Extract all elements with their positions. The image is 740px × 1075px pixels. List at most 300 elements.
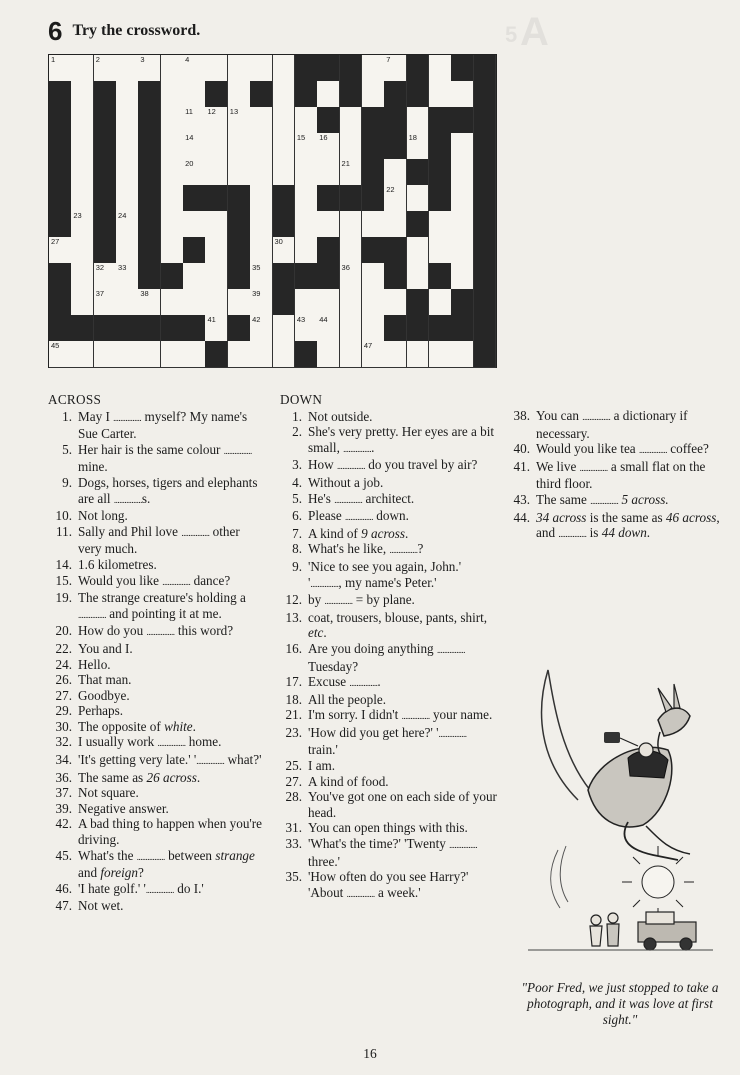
clue-text: Not outside. <box>308 408 373 424</box>
grid-cell[interactable] <box>250 263 273 290</box>
grid-cell[interactable] <box>451 185 474 212</box>
grid-cell[interactable] <box>183 263 206 290</box>
grid-cell-black <box>429 185 452 212</box>
grid-cell[interactable] <box>94 263 117 290</box>
grid-cell-black <box>94 237 117 264</box>
cell-number: 36 <box>341 263 350 272</box>
clue-number: 20. <box>55 623 72 639</box>
grid-cell[interactable] <box>451 341 474 368</box>
grid-cell[interactable] <box>205 55 228 82</box>
clue-number: 31. <box>285 820 302 836</box>
grid-cell-black <box>49 107 72 134</box>
cell-number: 3 <box>140 55 145 64</box>
clue-text: We live ................ a small flat on the third floor. <box>536 458 706 492</box>
clue-number: 6. <box>292 508 302 524</box>
grid-cell[interactable] <box>273 107 296 134</box>
grid-cell[interactable] <box>362 289 385 316</box>
grid-cell[interactable] <box>429 211 452 238</box>
man-head <box>639 743 653 757</box>
grid-cell[interactable] <box>205 133 228 160</box>
grid-cell-black <box>340 55 363 82</box>
grid-cell[interactable] <box>429 289 452 316</box>
grid-cell[interactable] <box>250 211 273 238</box>
clue-text: Would you like ................ dance? <box>78 572 231 588</box>
grid-cell[interactable] <box>71 263 94 290</box>
grid-cell[interactable] <box>407 107 430 134</box>
grid-cell-black <box>295 341 318 368</box>
grid-cell[interactable] <box>228 133 251 160</box>
grid-cell[interactable] <box>183 133 206 160</box>
grid-cell-black <box>407 211 430 238</box>
grid-cell[interactable] <box>317 211 340 238</box>
grid-cell-black <box>384 263 407 290</box>
grid-cell-black <box>429 315 452 342</box>
grid-cell-black <box>205 81 228 108</box>
grid-cell[interactable] <box>183 159 206 186</box>
grid-cell[interactable] <box>161 159 184 186</box>
grid-cell-black <box>183 237 206 264</box>
grid-cell[interactable] <box>116 55 139 82</box>
clue-text: Without a job. <box>308 474 384 490</box>
grid-cell[interactable] <box>451 81 474 108</box>
clue-text: You can open things with this. <box>308 820 468 836</box>
grid-cell-black <box>429 133 452 160</box>
kangaroo-ear <box>658 688 672 712</box>
camera-strap <box>620 738 638 746</box>
clue-item <box>48 590 264 623</box>
clue-item <box>280 836 498 869</box>
grid-cell-black <box>474 55 497 82</box>
grid-cell[interactable] <box>205 237 228 264</box>
grid-cell-black <box>49 81 72 108</box>
grid-cell[interactable] <box>94 289 117 316</box>
grid-cell-black <box>273 263 296 290</box>
grid-cell-black <box>429 159 452 186</box>
grid-cell[interactable] <box>273 81 296 108</box>
clue-item <box>48 508 264 524</box>
grid-cell[interactable] <box>429 237 452 264</box>
grid-cell[interactable] <box>228 159 251 186</box>
grid-cell[interactable] <box>116 263 139 290</box>
answer-blank: ................ <box>78 609 106 620</box>
grid-cell[interactable] <box>71 55 94 82</box>
grid-cell-black <box>138 263 161 290</box>
clue-number: 8. <box>292 541 302 557</box>
grid-cell[interactable] <box>183 211 206 238</box>
kangaroo-ear <box>674 684 680 708</box>
clue-text: A bad thing to happen when you're driving. <box>78 816 263 848</box>
grid-cell[interactable] <box>362 263 385 290</box>
grid-cell[interactable] <box>250 315 273 342</box>
grid-cell[interactable] <box>317 289 340 316</box>
across-clues-column <box>48 392 264 914</box>
clue-number: 46. <box>55 880 72 896</box>
cell-number: 14 <box>185 133 194 142</box>
clue-number: 9. <box>292 558 302 574</box>
clue-item <box>280 491 498 509</box>
grid-cell[interactable] <box>116 211 139 238</box>
grid-cell[interactable] <box>407 263 430 290</box>
grid-cell[interactable] <box>161 55 184 82</box>
clue-item <box>48 409 264 442</box>
grid-cell[interactable] <box>116 341 139 368</box>
clue-text: Excuse ................. <box>308 674 381 690</box>
cell-number: 24 <box>118 211 127 220</box>
grid-cell-black <box>94 159 117 186</box>
grid-cell-black <box>94 81 117 108</box>
grid-cell[interactable] <box>362 211 385 238</box>
clue-text: She's very pretty. Her eyes are a bit small, ................. <box>308 424 495 455</box>
grid-cell[interactable] <box>340 263 363 290</box>
grid-cell[interactable] <box>384 289 407 316</box>
grid-cell[interactable] <box>340 289 363 316</box>
grid-cell[interactable] <box>205 159 228 186</box>
grid-cell[interactable] <box>250 341 273 368</box>
clue-number: 3. <box>292 457 302 473</box>
grid-cell[interactable] <box>429 81 452 108</box>
grid-cell[interactable] <box>340 211 363 238</box>
grid-cell[interactable] <box>228 81 251 108</box>
grid-cell[interactable] <box>317 133 340 160</box>
clue-item <box>280 641 498 674</box>
grid-cell-black <box>340 81 363 108</box>
clue-item <box>48 573 264 591</box>
clue-item <box>508 492 720 510</box>
grid-cell[interactable] <box>71 185 94 212</box>
clue-number: 32. <box>55 734 72 750</box>
grid-cell[interactable] <box>340 341 363 368</box>
grid-cell[interactable] <box>228 341 251 368</box>
grid-cell[interactable] <box>71 81 94 108</box>
grid-cell[interactable] <box>273 315 296 342</box>
clue-text: 'What's the time?' 'Twenty ................ three.' <box>308 836 478 869</box>
grid-cell[interactable] <box>250 55 273 82</box>
grid-cell[interactable] <box>317 159 340 186</box>
grid-cell[interactable] <box>205 211 228 238</box>
grid-cell-black <box>94 185 117 212</box>
answer-blank: ................ <box>343 443 372 454</box>
clue-text: The opposite of white. <box>78 718 196 734</box>
answer-blank: ................ <box>389 545 418 556</box>
grid-cell[interactable] <box>71 133 94 160</box>
grid-cell-black <box>474 81 497 108</box>
clue-number: 33. <box>285 836 302 852</box>
grid-cell[interactable] <box>340 237 363 264</box>
grid-cell[interactable] <box>340 107 363 134</box>
clue-item <box>280 774 498 790</box>
clue-number: 21. <box>285 707 302 723</box>
grid-cell[interactable] <box>116 289 139 316</box>
exercise-header <box>48 18 200 44</box>
grid-cell[interactable] <box>273 55 296 82</box>
grid-cell[interactable] <box>205 315 228 342</box>
grid-cell[interactable] <box>429 341 452 368</box>
grid-cell-black <box>295 55 318 82</box>
grid-cell[interactable] <box>161 289 184 316</box>
grid-cell[interactable] <box>116 81 139 108</box>
grid-cell-black <box>362 159 385 186</box>
clue-text: Sally and Phil love ................ other very much. <box>78 523 240 557</box>
grid-cell[interactable] <box>49 55 72 82</box>
exercise-number: 6 <box>48 16 63 46</box>
clue-text: 1.6 kilometres. <box>78 556 157 572</box>
grid-cell[interactable] <box>71 289 94 316</box>
answer-blank: ................ <box>145 884 174 895</box>
grid-cell[interactable] <box>362 81 385 108</box>
grid-cell[interactable] <box>138 341 161 368</box>
grid-cell[interactable] <box>295 185 318 212</box>
page-number: 16 <box>363 1046 377 1061</box>
down-clues-continued-column <box>508 408 720 543</box>
bleed-through-number: 5 <box>505 22 518 47</box>
clue-text: The strange creature's holding a ................ and pointing it at me. <box>78 590 246 621</box>
grid-cell[interactable] <box>407 133 430 160</box>
grid-cell-black <box>317 185 340 212</box>
answer-blank: ................ <box>324 596 353 607</box>
clue-text: Please ................ down. <box>308 508 409 524</box>
grid-cell[interactable] <box>183 55 206 82</box>
grid-cell[interactable] <box>295 159 318 186</box>
grid-cell[interactable] <box>295 315 318 342</box>
grid-cell[interactable] <box>116 159 139 186</box>
grid-cell[interactable] <box>362 341 385 368</box>
cell-number: 1 <box>51 55 56 64</box>
cell-number: 13 <box>229 107 239 116</box>
grid-cell[interactable] <box>384 211 407 238</box>
grid-cell-black <box>49 315 72 342</box>
clue-text: Dogs, horses, tigers and elephants are all ................s. <box>78 474 258 506</box>
grid-cell-black <box>49 159 72 186</box>
cell-number: 37 <box>95 289 105 298</box>
clue-item <box>48 848 264 881</box>
grid-cell[interactable] <box>49 237 72 264</box>
grid-cell[interactable] <box>273 341 296 368</box>
answer-blank: ................ <box>334 494 363 505</box>
grid-cell[interactable] <box>49 341 72 368</box>
cell-number: 32 <box>95 263 105 272</box>
clue-item <box>48 719 264 735</box>
grid-cell[interactable] <box>384 159 407 186</box>
grid-cell[interactable] <box>116 107 139 134</box>
grid-cell[interactable] <box>295 133 318 160</box>
clue-number: 45. <box>55 847 72 863</box>
grid-cell[interactable] <box>407 341 430 368</box>
grid-cell[interactable] <box>273 159 296 186</box>
grid-cell[interactable] <box>317 81 340 108</box>
grid-cell-black <box>451 55 474 82</box>
cell-number: 27 <box>51 237 60 246</box>
clue-text: How do you ................ this word? <box>78 623 234 639</box>
grid-cell[interactable] <box>161 211 184 238</box>
grid-cell[interactable] <box>228 289 251 316</box>
grid-cell[interactable] <box>407 237 430 264</box>
clue-number: 34. <box>55 752 72 768</box>
grid-cell[interactable] <box>161 133 184 160</box>
grid-cell-black <box>49 185 72 212</box>
clue-item <box>280 592 498 610</box>
clue-item <box>508 408 720 441</box>
grid-cell-black <box>49 289 72 316</box>
grid-cell[interactable] <box>295 289 318 316</box>
answer-blank: ................ <box>157 738 186 749</box>
grid-cell[interactable] <box>116 185 139 212</box>
grid-cell-black <box>138 211 161 238</box>
grid-cell[interactable] <box>205 263 228 290</box>
grid-cell[interactable] <box>295 107 318 134</box>
grid-cell[interactable] <box>116 237 139 264</box>
grid-cell[interactable] <box>317 341 340 368</box>
grid-cell[interactable] <box>250 185 273 212</box>
grid-cell-black <box>362 107 385 134</box>
clue-item <box>48 641 264 657</box>
clue-text: 'Nice to see you again, John.' '................, my name's Peter.' <box>308 558 462 590</box>
grid-cell[interactable] <box>250 107 273 134</box>
grid-cell-black <box>161 263 184 290</box>
grid-cell-black <box>138 315 161 342</box>
clue-number: 13. <box>285 609 302 625</box>
clue-item <box>48 524 264 557</box>
grid-cell[interactable] <box>384 185 407 212</box>
grid-cell-black <box>138 107 161 134</box>
grid-cell[interactable] <box>340 159 363 186</box>
grid-cell[interactable] <box>362 315 385 342</box>
grid-cell[interactable] <box>71 159 94 186</box>
answer-blank: ................ <box>162 576 191 587</box>
grid-cell[interactable] <box>317 315 340 342</box>
jeep <box>638 912 696 950</box>
grid-cell[interactable] <box>205 107 228 134</box>
cell-number: 47 <box>363 341 373 350</box>
clue-number: 44. <box>513 509 530 525</box>
grid-cell[interactable] <box>161 107 184 134</box>
grid-cell[interactable] <box>362 55 385 82</box>
clue-number: 26. <box>55 672 72 688</box>
grid-cell[interactable] <box>273 237 296 264</box>
answer-blank: ................ <box>181 527 210 538</box>
clue-text: All the people. <box>308 691 387 707</box>
grid-cell-black <box>474 107 497 134</box>
kangaroo-leg <box>646 826 690 854</box>
grid-cell[interactable] <box>340 315 363 342</box>
grid-cell[interactable] <box>183 289 206 316</box>
grid-cell-black <box>407 81 430 108</box>
grid-cell[interactable] <box>161 185 184 212</box>
grid-cell[interactable] <box>295 211 318 238</box>
kangaroo-head <box>658 708 690 736</box>
clue-number: 29. <box>55 703 72 719</box>
grid-cell[interactable] <box>205 289 228 316</box>
grid-cell[interactable] <box>161 341 184 368</box>
grid-cell[interactable] <box>407 185 430 212</box>
grid-cell-black <box>474 315 497 342</box>
grid-cell[interactable] <box>451 263 474 290</box>
grid-cell[interactable] <box>183 341 206 368</box>
grid-cell-black <box>384 107 407 134</box>
grid-cell[interactable] <box>116 133 139 160</box>
grid-cell-black <box>138 159 161 186</box>
grid-cell[interactable] <box>451 133 474 160</box>
clue-text: The same as 26 across. <box>78 769 201 785</box>
grid-cell[interactable] <box>228 107 251 134</box>
clue-number: 25. <box>285 758 302 774</box>
grid-cell[interactable] <box>250 133 273 160</box>
grid-cell[interactable] <box>138 289 161 316</box>
grid-cell[interactable] <box>138 55 161 82</box>
grid-cell-black <box>474 237 497 264</box>
clue-text: I'm sorry. I didn't ................ your name. <box>308 707 493 723</box>
clue-text: He's ................ architect. <box>308 490 415 506</box>
grid-cell[interactable] <box>71 107 94 134</box>
grid-cell[interactable] <box>71 341 94 368</box>
clue-text: Not wet. <box>78 898 124 914</box>
cell-number: 39 <box>252 289 261 298</box>
cell-number: 15 <box>296 133 306 142</box>
clue-text: 'It's getting very late.' '................ what?' <box>78 752 262 768</box>
clue-text: 'How often do you see Harry?' 'About ................ a week.' <box>308 869 469 900</box>
answer-blank: ................ <box>336 461 365 472</box>
grid-cell[interactable] <box>384 341 407 368</box>
answer-blank: ................ <box>638 445 667 456</box>
grid-cell-black <box>474 211 497 238</box>
grid-cell-black <box>161 315 184 342</box>
clue-item <box>280 409 498 425</box>
cell-number: 2 <box>95 55 100 64</box>
grid-cell-black <box>317 263 340 290</box>
grid-cell-black <box>138 81 161 108</box>
grid-cell[interactable] <box>451 237 474 264</box>
clue-text: Would you like tea ................ coffee? <box>536 441 709 457</box>
cell-number: 16 <box>319 133 328 142</box>
clue-text: You and I. <box>78 640 133 656</box>
grid-cell[interactable] <box>295 237 318 264</box>
grid-cell-black <box>273 289 296 316</box>
grid-cell[interactable] <box>250 237 273 264</box>
clue-item <box>48 816 264 847</box>
clue-text: 'How did you get here?' '................ train.' <box>308 724 467 758</box>
grid-cell[interactable] <box>161 81 184 108</box>
clue-item <box>280 758 498 774</box>
clue-number: 43. <box>513 491 530 507</box>
grid-cell[interactable] <box>250 289 273 316</box>
clue-item <box>48 801 264 817</box>
grid-cell[interactable] <box>71 211 94 238</box>
grid-cell[interactable] <box>183 81 206 108</box>
grid-cell[interactable] <box>161 237 184 264</box>
grid-cell[interactable] <box>94 55 117 82</box>
grid-cell-black <box>183 315 206 342</box>
grid-cell[interactable] <box>340 133 363 160</box>
grid-cell[interactable] <box>429 55 452 82</box>
grid-cell[interactable] <box>451 159 474 186</box>
grid-cell[interactable] <box>94 341 117 368</box>
grid-cell[interactable] <box>250 159 273 186</box>
cell-number: 35 <box>252 263 261 272</box>
grid-cell[interactable] <box>228 55 251 82</box>
grid-cell-black <box>138 133 161 160</box>
clue-item <box>280 541 498 559</box>
grid-cell[interactable] <box>451 211 474 238</box>
answer-blank: ................ <box>401 711 430 722</box>
clue-text: I am. <box>308 758 336 774</box>
grid-cell-black <box>429 107 452 134</box>
grid-cell[interactable] <box>183 107 206 134</box>
grid-cell[interactable] <box>273 133 296 160</box>
cell-number: 7 <box>386 55 391 64</box>
grid-cell-black <box>384 315 407 342</box>
grid-cell[interactable] <box>384 55 407 82</box>
grid-cell[interactable] <box>71 237 94 264</box>
grid-cell-black <box>384 237 407 264</box>
